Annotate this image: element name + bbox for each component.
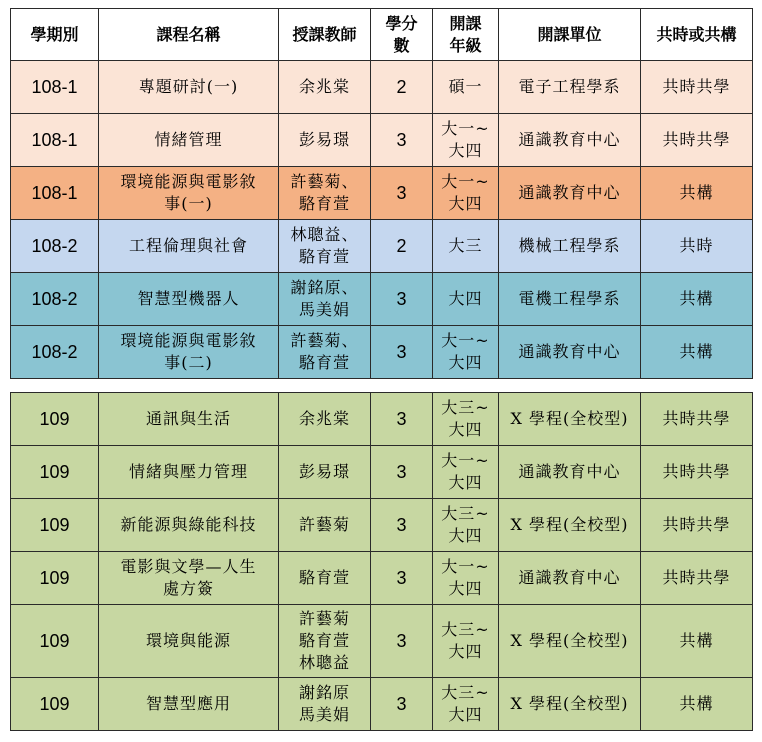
header-grade-line: 開課 (449, 13, 482, 33)
teacher-cell-line: 駱育萱 (298, 247, 350, 266)
grade-cell (433, 273, 499, 326)
mode-cell: 共構 (641, 167, 753, 220)
course-name-cell-line: 新能源與綠能科技 (120, 515, 257, 534)
teacher-cell-line: 駱育萱 (298, 194, 350, 213)
header-row (11, 9, 753, 61)
teacher-cell (279, 114, 371, 167)
grade-cell-line: 大四 (448, 289, 483, 308)
course-name-cell (99, 393, 279, 446)
grade-cell-line: 大四 (448, 705, 483, 724)
grade-cell-line: 大一~ (441, 172, 490, 191)
mode-cell: 共時共學 (641, 393, 753, 446)
mode-cell: 共構 (641, 273, 753, 326)
course-name-cell-line: 環境能源與電影敘 (120, 331, 257, 350)
teacher-cell (279, 393, 371, 446)
course-name-cell-line: 環境能源與電影敘 (120, 172, 257, 191)
term-cell: 108-2 (11, 326, 99, 379)
teacher-cell-line: 彭易璟 (298, 130, 350, 149)
teacher-cell-line: 許藝菊 (298, 609, 350, 628)
teacher-cell-line: 謝銘原、 (290, 278, 359, 297)
teacher-cell-line: 駱育萱 (298, 568, 350, 587)
grade-cell-line: 大四 (448, 642, 483, 661)
teacher-cell-line: 許藝菊、 (290, 172, 359, 191)
course-name-cell-line: 通訊與生活 (145, 409, 231, 428)
table-row (11, 552, 753, 605)
term-cell: 108-2 (11, 273, 99, 326)
course-name-cell (99, 552, 279, 605)
credits-cell: 3 (371, 678, 433, 731)
table-row (11, 499, 753, 552)
teacher-cell-line: 林聰益、 (290, 225, 359, 244)
term-cell: 108-1 (11, 61, 99, 114)
unit-cell: 通識教育中心 (499, 552, 641, 605)
course-name-cell (99, 273, 279, 326)
course-name-cell-line: 事(二) (164, 353, 213, 372)
teacher-cell (279, 605, 371, 678)
term-cell: 108-1 (11, 167, 99, 220)
grade-cell (433, 678, 499, 731)
course-name-cell-line: 情緒與壓力管理 (128, 462, 248, 481)
header-unit: 開課單位 (499, 9, 641, 61)
grade-cell-line: 大四 (448, 526, 483, 545)
grade-cell-line: 大一~ (441, 119, 490, 138)
table-row (11, 446, 753, 499)
teacher-cell (279, 678, 371, 731)
credits-cell: 3 (371, 393, 433, 446)
mode-cell: 共時共學 (641, 499, 753, 552)
table-row (11, 167, 753, 220)
course-name-cell (99, 678, 279, 731)
grade-cell (433, 393, 499, 446)
grade-cell-line: 大四 (448, 579, 483, 598)
term-cell: 109 (11, 499, 99, 552)
credits-cell: 2 (371, 61, 433, 114)
course-name-cell-line: 情緒管理 (154, 130, 223, 149)
grade-cell-line: 大一~ (441, 557, 490, 576)
course-name-cell (99, 499, 279, 552)
grade-cell-line: 大三~ (441, 620, 490, 639)
term-cell: 109 (11, 605, 99, 678)
credits-cell: 3 (371, 114, 433, 167)
course-name-cell-line: 處方簽 (162, 579, 214, 598)
table-row (11, 273, 753, 326)
course-name-cell (99, 114, 279, 167)
grade-cell (433, 326, 499, 379)
unit-cell: X 學程(全校型) (499, 605, 641, 678)
teacher-cell-line: 馬美娟 (298, 300, 350, 319)
grade-cell (433, 499, 499, 552)
course-name-cell-line: 事(一) (164, 194, 213, 213)
grade-cell (433, 167, 499, 220)
unit-cell: X 學程(全校型) (499, 678, 641, 731)
header-teacher: 授課教師 (279, 9, 371, 61)
mode-cell: 共構 (641, 326, 753, 379)
teacher-cell (279, 326, 371, 379)
mode-cell: 共時 (641, 220, 753, 273)
unit-cell: 通識教育中心 (499, 114, 641, 167)
mode-cell: 共時共學 (641, 552, 753, 605)
grade-cell-line: 大四 (448, 420, 483, 439)
teacher-cell-line: 彭易璟 (298, 462, 350, 481)
course-name-cell (99, 220, 279, 273)
unit-cell: 通識教育中心 (499, 446, 641, 499)
header-grade-line: 年級 (449, 35, 482, 55)
course-name-cell (99, 167, 279, 220)
grade-cell (433, 552, 499, 605)
term-cell: 108-2 (11, 220, 99, 273)
grade-cell (433, 61, 499, 114)
unit-cell: 電機工程學系 (499, 273, 641, 326)
course-name-cell-line: 智慧型機器人 (137, 289, 240, 308)
table-row (11, 393, 753, 446)
mode-cell: 共構 (641, 678, 753, 731)
credits-cell: 3 (371, 499, 433, 552)
unit-cell: X 學程(全校型) (499, 499, 641, 552)
unit-cell: 機械工程學系 (499, 220, 641, 273)
teacher-cell-line: 駱育萱 (298, 353, 350, 372)
grade-cell (433, 114, 499, 167)
grade-cell-line: 大一~ (441, 451, 490, 470)
header-credits-line: 數 (393, 35, 410, 55)
grade-cell-line: 大四 (448, 141, 483, 160)
grade-cell-line: 大四 (448, 194, 483, 213)
teacher-cell-line: 謝銘原 (298, 683, 350, 702)
mode-cell: 共時共學 (641, 446, 753, 499)
header-grade (433, 9, 499, 61)
grade-cell (433, 605, 499, 678)
teacher-cell-line: 余兆棠 (298, 409, 350, 428)
teacher-cell (279, 167, 371, 220)
table-row (11, 114, 753, 167)
grade-cell-line: 大三~ (441, 683, 490, 702)
credits-cell: 2 (371, 220, 433, 273)
grade-cell-line: 大三~ (441, 398, 490, 417)
course-name-cell (99, 446, 279, 499)
mode-cell: 共構 (641, 605, 753, 678)
grade-cell-line: 大四 (448, 353, 483, 372)
table-row (11, 220, 753, 273)
teacher-cell-line: 許藝菊、 (290, 331, 359, 350)
term-cell: 108-1 (11, 114, 99, 167)
credits-cell: 3 (371, 167, 433, 220)
term-cell: 109 (11, 552, 99, 605)
unit-cell: 通識教育中心 (499, 167, 641, 220)
table-row (11, 61, 753, 114)
course-name-cell-line: 電影與文學—人生 (120, 557, 257, 576)
teacher-cell (279, 446, 371, 499)
term-cell: 109 (11, 393, 99, 446)
credits-cell: 3 (371, 326, 433, 379)
teacher-cell (279, 552, 371, 605)
course-table-109 (10, 392, 753, 731)
teacher-cell-line: 許藝菊 (298, 515, 350, 534)
grade-cell (433, 446, 499, 499)
course-name-cell-line: 智慧型應用 (145, 694, 231, 713)
credits-cell: 3 (371, 552, 433, 605)
course-name-cell (99, 605, 279, 678)
table-row (11, 678, 753, 731)
grade-cell-line: 碩一 (448, 77, 483, 96)
header-term: 學期別 (11, 9, 99, 61)
credits-cell: 3 (371, 273, 433, 326)
teacher-cell-line: 駱育萱 (298, 631, 350, 650)
course-name-cell-line: 專題研討(一) (138, 77, 239, 96)
course-name-cell-line: 工程倫理與社會 (128, 236, 248, 255)
grade-cell-line: 大三 (448, 236, 483, 255)
course-name-cell (99, 61, 279, 114)
header-credits-line: 學分 (385, 13, 418, 33)
grade-cell (433, 220, 499, 273)
grade-cell-line: 大三~ (441, 504, 490, 523)
course-table-108 (10, 8, 753, 379)
grade-cell-line: 大一~ (441, 331, 490, 350)
unit-cell: 通識教育中心 (499, 326, 641, 379)
mode-cell: 共時共學 (641, 61, 753, 114)
header-credits (371, 9, 433, 61)
teacher-cell-line: 林聰益 (298, 653, 350, 672)
term-cell: 109 (11, 446, 99, 499)
mode-cell: 共時共學 (641, 114, 753, 167)
course-name-cell (99, 326, 279, 379)
credits-cell: 3 (371, 446, 433, 499)
teacher-cell (279, 499, 371, 552)
header-course: 課程名稱 (99, 9, 279, 61)
course-name-cell-line: 環境與能源 (145, 631, 231, 650)
unit-cell: 電子工程學系 (499, 61, 641, 114)
teacher-cell-line: 馬美娟 (298, 705, 350, 724)
teacher-cell (279, 273, 371, 326)
teacher-cell (279, 61, 371, 114)
grade-cell-line: 大四 (448, 473, 483, 492)
credits-cell: 3 (371, 605, 433, 678)
table-row (11, 326, 753, 379)
teacher-cell (279, 220, 371, 273)
table-row (11, 605, 753, 678)
unit-cell: X 學程(全校型) (499, 393, 641, 446)
teacher-cell-line: 余兆棠 (298, 77, 350, 96)
term-cell: 109 (11, 678, 99, 731)
header-mode: 共時或共構 (641, 9, 753, 61)
